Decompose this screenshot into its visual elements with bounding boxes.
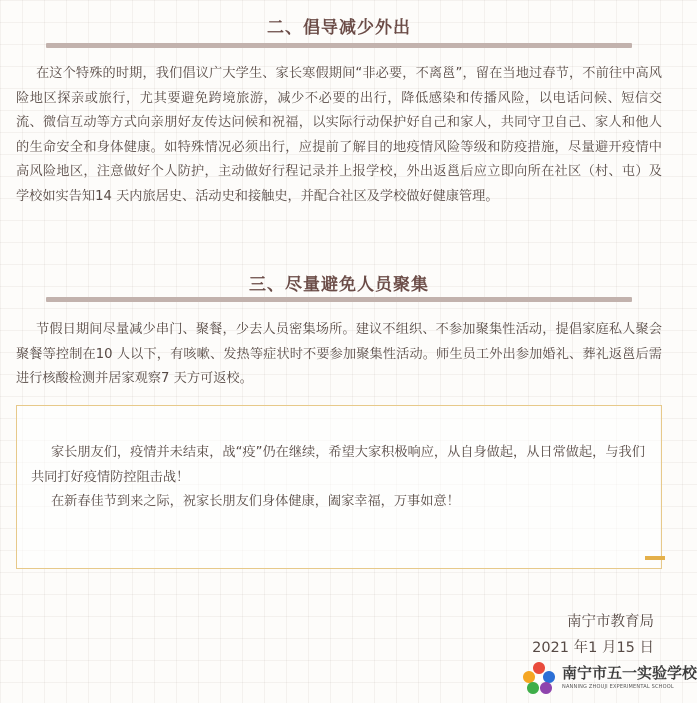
signature-date: 2021 年1 月15 日 bbox=[532, 640, 654, 656]
school-emblem-icon bbox=[520, 660, 558, 696]
section-3-body bbox=[16, 318, 662, 392]
note-paragraph-1 bbox=[31, 441, 646, 490]
section-2-text: 在这个特殊的时期，我们倡议广大学生、家长寒假期间“非必要，不离邕”，留在当地过春节，不前往中高风险地区探亲或旅行，尤其要避免跨境旅游，减少不必要的出行，降低感染和传播风险，以电话问候、短信交流、微信互动等方式向亲朋好友传达问候和祝福，以实际行动保护好自己和家人，共同守卫自己、家人和他人的生命安全和身体健康。如特殊情况必须出行，应提前了解目的地疫情风险等级和防疫措施，尽量避开疫情中高风险地区，注意做好个人防护，主动做好行程记录并上报学校，外出返邕后应立即向所在社区（村、屯）及学校如实告知14 天内旅居史、活动史和接触史，并配合社区及学校做好健康管理。 bbox=[16, 66, 662, 204]
section-3-title: 三、尽量避免人员聚集 bbox=[249, 275, 429, 295]
section-2-title: 二、倡导减少外出 bbox=[267, 18, 411, 38]
section-3-text: 节假日期间尽量减少串门、聚餐，少去人员密集场所。建议不组织、不参加聚集性活动，提倡家庭私人聚会聚餐等控制在10 人以下，有咳嗽、发热等症状时不要参加聚集性活动。师生员工外出参加婚礼、葬礼返邕后需进行核酸检测并居家观察7 天方可返校。 bbox=[16, 322, 662, 386]
note-line-2: 在新春佳节到来之际，祝家长朋友们身体健康，阖家幸福，万事如意！ bbox=[51, 494, 460, 509]
note-line-1: 家长朋友们，疫情并未结束，战“疫”仍在继续，希望大家积极响应，从自身做起，从日常做起，与我们共同打好疫情防控阻击战！ bbox=[31, 445, 645, 485]
signature-org: 南宁市教育局 bbox=[567, 614, 654, 630]
note-accent-bar bbox=[645, 556, 665, 560]
section-3-divider bbox=[46, 297, 632, 302]
school-logo bbox=[520, 660, 697, 696]
section-2-divider bbox=[46, 43, 632, 48]
school-name-en: NANNING ZHOUJI EXPERIMENTAL SCHOOL bbox=[562, 684, 674, 690]
closing-note-text bbox=[31, 441, 646, 515]
note-paragraph-2 bbox=[31, 490, 646, 515]
section-2-body bbox=[16, 62, 662, 209]
school-name-cn: 南宁市五一实验学校 bbox=[562, 664, 697, 682]
